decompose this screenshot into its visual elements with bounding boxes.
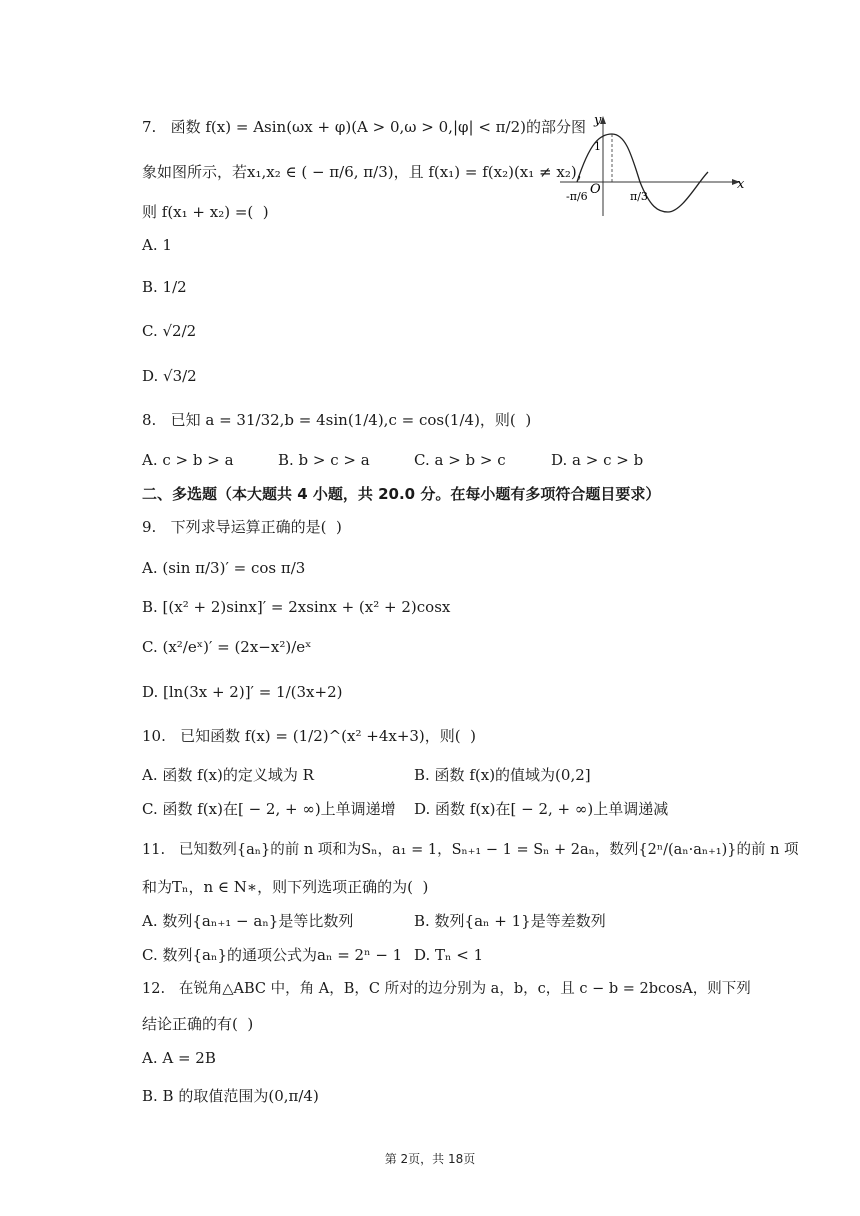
- q7-option-a[interactable]: A. 1: [142, 236, 172, 254]
- q11-stem-line2: 和为Tₙ，n ∈ N∗，则下列选项正确的为( ): [142, 878, 429, 896]
- q10-option-c[interactable]: C. 函数 f(x)在[ − 2, + ∞)上单调递增: [142, 800, 396, 818]
- left-tick-label: -π/6: [566, 190, 588, 203]
- origin-label: O: [590, 182, 601, 197]
- q11-stem-line1: 11. 已知数列{aₙ}的前 n 项和为Sₙ，a₁ = 1，Sₙ₊₁ − 1 = Sₙ + 2aₙ，数列{2ⁿ/(aₙ·aₙ₊₁)}的前 n 项: [142, 842, 799, 858]
- section-title-multi-choice: 二、多选题（本大题共 4 小题，共 20.0 分。在每小题有多项符合题目要求）: [142, 485, 661, 503]
- q11-option-d[interactable]: D. Tₙ < 1: [414, 946, 484, 964]
- q8-option-d[interactable]: D. a > c > b: [551, 451, 644, 469]
- q12-option-a[interactable]: A. A = 2B: [142, 1049, 216, 1067]
- q8-option-a[interactable]: A. c > b > a: [142, 451, 234, 469]
- q7-option-b[interactable]: B. 1/2: [142, 278, 187, 296]
- right-tick-label: π/3: [630, 190, 648, 203]
- q7-option-d[interactable]: D. √3/2: [142, 367, 197, 385]
- q10-stem: 10. 已知函数 f(x) = (1/2)^(x² +4x+3)，则( ): [142, 727, 477, 745]
- q7-stem-line1: 7. 函数 f(x) = Asin(ωx + φ)(A > 0,ω > 0,|φ| < π/2)的部分图: [142, 118, 586, 136]
- q11-option-b[interactable]: B. 数列{aₙ + 1}是等差数列: [414, 912, 606, 930]
- q9-option-d[interactable]: D. [ln(3x + 2)]′ = 1/(3x+2): [142, 683, 343, 701]
- q9-option-a[interactable]: A. (sin π/3)′ = cos π/3: [142, 559, 306, 577]
- q9-option-c[interactable]: C. (x²/eˣ)′ = (2x−x²)/eˣ: [142, 638, 312, 656]
- q10-option-a[interactable]: A. 函数 f(x)的定义域为 R: [142, 766, 314, 784]
- q11-option-a[interactable]: A. 数列{aₙ₊₁ − aₙ}是等比数列: [142, 912, 354, 930]
- peak-label: 1: [594, 140, 601, 153]
- q11-option-c[interactable]: C. 数列{aₙ}的通项公式为aₙ = 2ⁿ − 1: [142, 946, 403, 964]
- q12-option-b[interactable]: B. B 的取值范围为(0,π/4): [142, 1087, 319, 1105]
- sine-graph-figure: [560, 112, 750, 218]
- q7-stem-line2: 象如图所示，若x₁,x₂ ∈ ( − π/6, π/3)，且 f(x₁) = f(x₂)(x₁ ≠ x₂)，: [142, 163, 592, 181]
- q8-stem: 8. 已知 a = 31/32,b = 4sin(1/4),c = cos(1/4)，则( ): [142, 411, 532, 429]
- q7-option-c[interactable]: C. √2/2: [142, 322, 197, 340]
- q9-option-b[interactable]: B. [(x² + 2)sinx]′ = 2xsinx + (x² + 2)cosx: [142, 598, 451, 616]
- q9-stem: 9. 下列求导运算正确的是( ): [142, 518, 342, 536]
- q8-option-b[interactable]: B. b > c > a: [278, 451, 370, 469]
- q8-option-c[interactable]: C. a > b > c: [414, 451, 506, 469]
- q12-stem-line1: 12. 在锐角△ABC 中，角 A，B，C 所对的边分别为 a，b，c，且 c − b = 2bcosA，则下列: [142, 981, 751, 997]
- q10-option-d[interactable]: D. 函数 f(x)在[ − 2, + ∞)上单调递减: [414, 800, 669, 818]
- q10-option-b[interactable]: B. 函数 f(x)的值域为(0,2]: [414, 766, 591, 784]
- q12-stem-line2: 结论正确的有( ): [142, 1015, 254, 1033]
- q7-stem-line3: 则 f(x₁ + x₂) =( ): [142, 203, 269, 221]
- y-axis-label: y: [594, 113, 602, 128]
- x-axis-label: x: [737, 177, 745, 192]
- page-footer: 第 2页，共 18页: [384, 1152, 476, 1166]
